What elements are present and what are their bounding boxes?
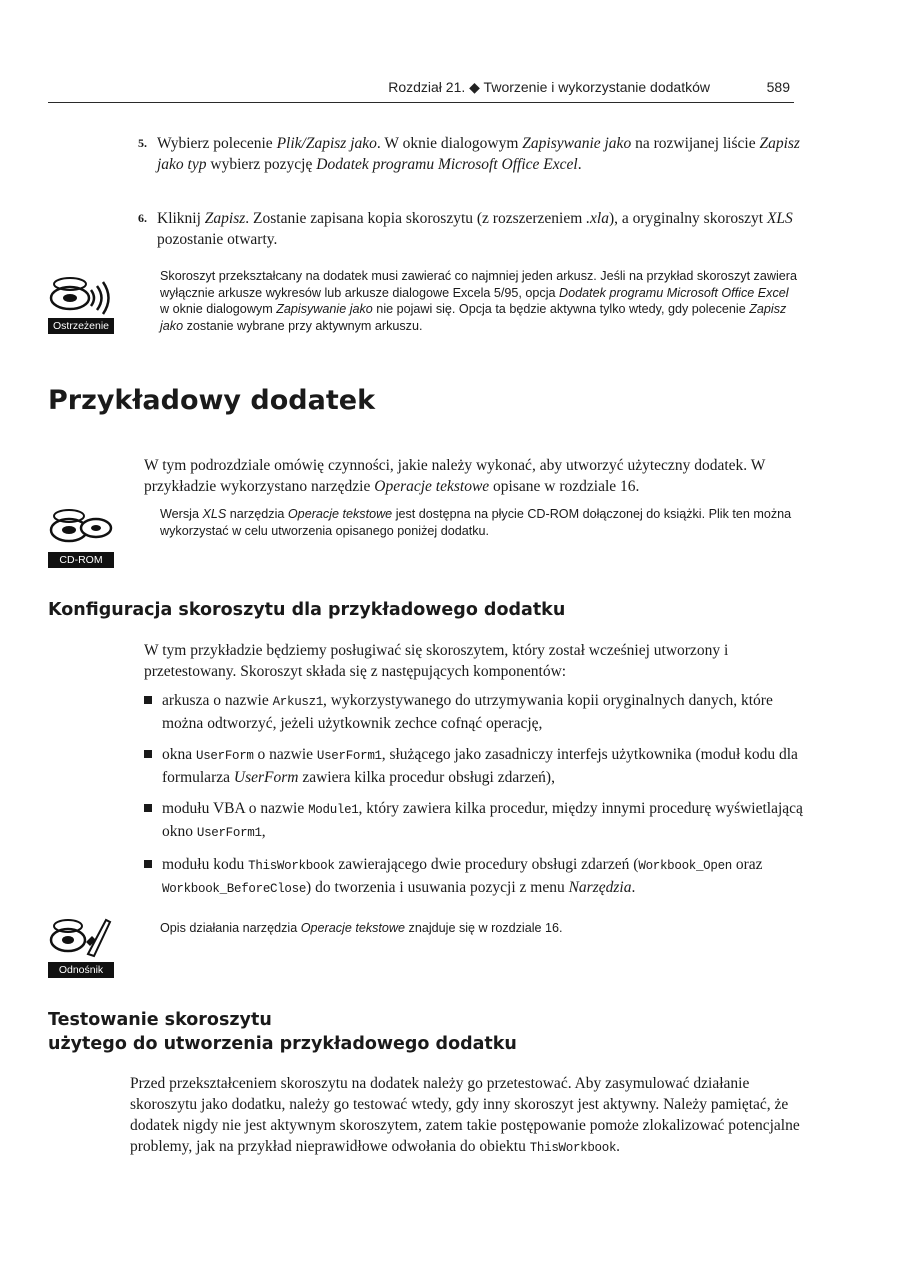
- list-item: modułu VBA o nazwie Module1, który zawiera kilka procedur, między innymi procedurę wyświetlającą okno UserForm1,: [144, 798, 804, 844]
- cdrom-note: Wersja XLS narzędzia Operacje tekstowe jest dostępna na płycie CD-ROM dołączonej do książki. Plik ten można wykorzystać w celu utworzenia opisanego poniżej dodatku.: [160, 507, 792, 538]
- step-number: 6.: [138, 211, 147, 225]
- step-text: Kliknij Zapisz. Zostanie zapisana kopia skoroszytu (z rozszerzeniem .xla), a oryginalny skoroszyt XLS pozostanie otwarty.: [157, 210, 793, 248]
- step-text: Wybierz polecenie Plik/Zapisz jako. W oknie dialogowym Zapisywanie jako na rozwijanej liście Zapisz jako typ wybierz pozycję Dodatek programu Microsoft Office Excel.: [157, 135, 800, 173]
- list-item: modułu kodu ThisWorkbook zawierającego dwie procedury obsługi zdarzeń (Workbook_Open oraz Workbook_BeforeClose) do tworzenia i usuwania pozycji z menu Narzędzia.: [144, 854, 804, 900]
- list-item: arkusza o nazwie Arkusz1, wykorzystywanego do utrzymywania kopii oryginalnych danych, które można odtworzyć, jeżeli użytkownik zechce cofnąć operację,: [144, 690, 804, 734]
- reference-note-icon: [48, 912, 114, 978]
- subsection-paragraph: W tym przykładzie będziemy posługiwać się skoroszytem, który został wcześniej utworzony i przetestowany. Skoroszyt składa się z następujących komponentów:: [144, 642, 729, 680]
- subsection-title-2: [48, 1008, 517, 1056]
- warning-note: Skoroszyt przekształcany na dodatek musi zawierać co najmniej jeden arkusz. Jeśli na przykład skoroszyt zawiera wyłącznie arkusze wykresów lub arkusze dialogowe Excela 5/95, opcja Dodatek programu Microsoft Office Excel w oknie dialogowym Zapisywanie jako nie pojawi się. Opcja ta będzie aktywna tylko wtedy, gdy polecenie Zapisz jako zostanie wybrane przy aktywnym arkuszu.: [160, 269, 797, 333]
- subsection-title: Konfiguracja skoroszytu dla przykładowego dodatku: [48, 600, 566, 620]
- chapter-title: Rozdział 21. ◆ Tworzenie i wykorzystanie dodatków: [388, 79, 710, 95]
- step-number: 5.: [138, 136, 147, 150]
- warning-label: Ostrzeżenie: [48, 318, 114, 334]
- cd-disc-icon: [48, 502, 114, 552]
- page-number: 589: [766, 79, 790, 95]
- warning-note-icon: [48, 268, 114, 334]
- running-header: [48, 76, 794, 103]
- components-list: [144, 690, 804, 910]
- section-title: Przykładowy dodatek: [48, 385, 376, 416]
- cdrom-note-icon: [48, 502, 114, 568]
- step-6: [138, 208, 804, 250]
- cdrom-label: CD-ROM: [48, 552, 114, 568]
- reference-label: Odnośnik: [48, 962, 114, 978]
- intro-paragraph: W tym podrozdziale omówię czynności, jakie należy wykonać, aby utworzyć użyteczny dodatek. W przykładzie wykorzystano narzędzie Operacje tekstowe opisane w rozdziale 16.: [144, 457, 766, 495]
- cd-pencil-icon: [48, 912, 114, 962]
- reference-note: Opis działania narzędzia Operacje tekstowe znajduje się w rozdziale 16.: [160, 921, 563, 935]
- subsection-title-line1: Testowanie skoroszytu: [48, 1010, 272, 1030]
- subsection-title-line2: użytego do utworzenia przykładowego dodatku: [48, 1034, 517, 1054]
- speaker-cd-icon: [48, 268, 114, 318]
- subsection-2-paragraph: Przed przekształceniem skoroszytu na dodatek należy go przetestować. Aby zasymulować działanie skoroszytu jako dodatku, należy go testować wtedy, gdy inny skoroszyt jest aktywny. Należy pamiętać, że dodatek nigdy nie jest aktywnym skoroszytem, zatem takie postępowanie pomoże zlokalizować potencjalne problemy, jak na przykład nieprawidłowe odwołania do obiektu ThisWorkbook.: [130, 1075, 800, 1155]
- step-5: [138, 133, 804, 175]
- list-item: okna UserForm o nazwie UserForm1, służącego jako zasadniczy interfejs użytkownika (moduł kodu dla formularza UserForm zawiera kilka procedur obsługi zdarzeń),: [144, 744, 804, 788]
